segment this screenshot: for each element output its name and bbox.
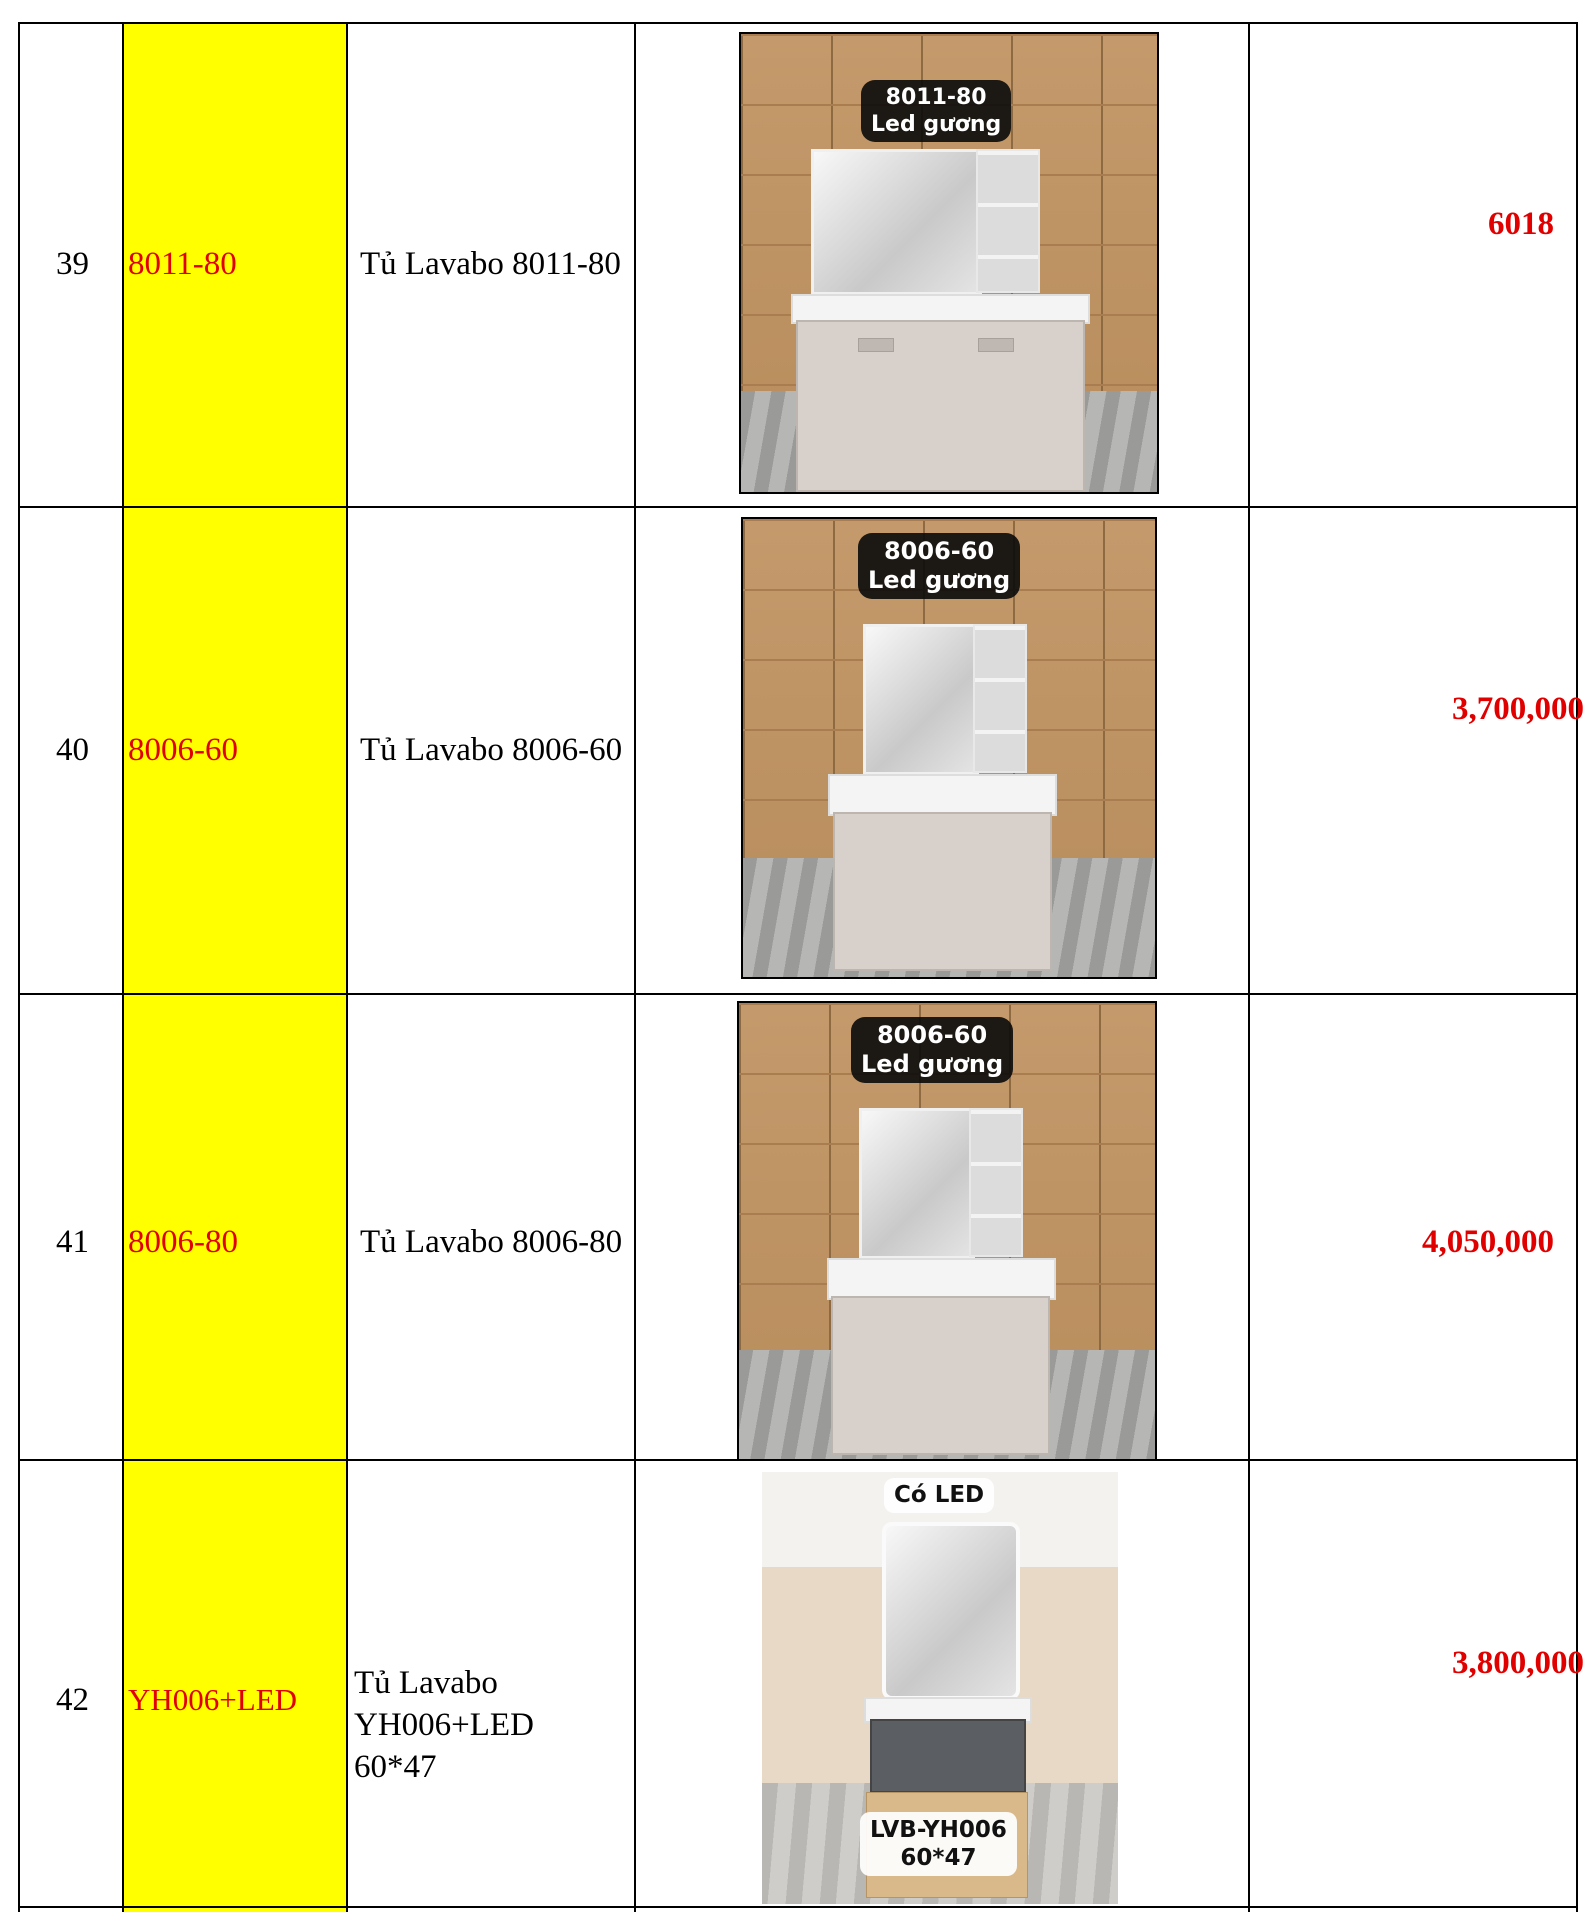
photo-label-line: 8011-80 [885, 85, 987, 110]
code-column-highlight [124, 22, 346, 1912]
row-index: 42 [56, 1682, 89, 1718]
product-photo-8006-80 [737, 1001, 1157, 1461]
photo-label-line: 8006-60 [876, 1021, 988, 1049]
product-photo-8006-60 [741, 517, 1157, 979]
photo-basin [827, 1258, 1056, 1300]
grid-line [346, 22, 348, 1912]
product-name: Tủ Lavabo 8011-80 [360, 246, 621, 282]
grid-line [18, 506, 1578, 508]
product-name [354, 1662, 614, 1788]
photo-label-line: 8006-60 [883, 537, 995, 565]
photo-mirror [859, 1108, 975, 1259]
product-name: Tủ Lavabo 8006-80 [360, 1224, 623, 1260]
cabinet-handle [978, 338, 1014, 352]
product-code: 8011-80 [128, 246, 237, 282]
product-code: YH006+LED [128, 1682, 298, 1717]
row-index: 41 [56, 1224, 89, 1260]
product-code: 8006-60 [128, 732, 238, 768]
grid-line [634, 22, 636, 1912]
grid-line [18, 22, 20, 1912]
product-name-line: Tủ Lavabo [354, 1665, 498, 1701]
grid-line [18, 22, 1578, 24]
product-price: 6018 [1488, 206, 1554, 242]
product-name-line: YH006+LED [354, 1707, 534, 1743]
photo-shelf [973, 624, 1027, 773]
photo-mirror [811, 149, 982, 295]
row-index: 39 [56, 246, 89, 282]
photo-label [851, 1017, 1013, 1083]
row-index: 40 [56, 732, 89, 768]
photo-label-line: Led gương [868, 566, 1011, 594]
grid-line [122, 22, 124, 1912]
photo-basin [828, 774, 1057, 816]
grid-line [1248, 22, 1250, 1912]
grid-line [18, 1906, 1578, 1908]
photo-label [858, 533, 1020, 599]
photo-mirror [882, 1522, 1020, 1700]
photo-label [861, 80, 1011, 142]
photo-cabinet [870, 1719, 1026, 1793]
photo-label-line: Led gương [861, 1050, 1004, 1078]
product-name-line: 60*47 [354, 1749, 437, 1785]
grid-line [1576, 22, 1578, 1912]
product-price: 3,700,000 [1452, 691, 1584, 727]
photo-label-top: Có LED [884, 1478, 994, 1513]
cabinet-handle [858, 338, 894, 352]
product-price: 4,050,000 [1422, 1224, 1554, 1260]
photo-label-line: 60*47 [900, 1845, 977, 1871]
photo-cabinet [796, 320, 1085, 492]
photo-shelf [976, 149, 1040, 293]
photo-shelf [969, 1108, 1023, 1257]
grid-line [18, 993, 1578, 995]
product-code: 8006-80 [128, 1224, 238, 1260]
photo-label-line: Led gương [871, 112, 1002, 137]
product-name: Tủ Lavabo 8006-60 [360, 732, 623, 768]
product-photo-yh006 [762, 1472, 1118, 1904]
photo-cabinet [831, 1296, 1050, 1455]
photo-cabinet [833, 812, 1052, 971]
photo-label [860, 1812, 1017, 1876]
photo-label-line: LVB-YH006 [870, 1817, 1007, 1843]
photo-mirror [863, 624, 979, 775]
product-photo-8011-80 [739, 32, 1159, 494]
product-price: 3,800,000 [1452, 1645, 1584, 1681]
